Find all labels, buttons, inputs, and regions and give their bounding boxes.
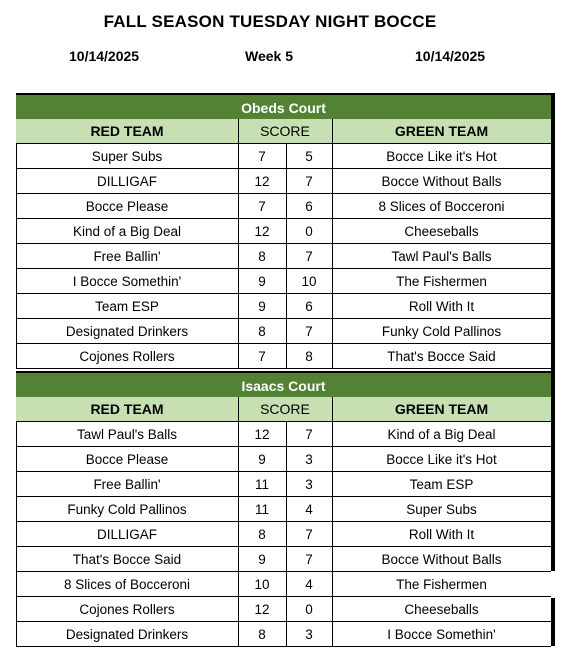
column-divider xyxy=(238,244,239,268)
red-score: 12 xyxy=(254,174,270,189)
red-team-name: Team ESP xyxy=(95,299,159,314)
green-team-name: Bocce Without Balls xyxy=(381,552,502,567)
green-team-header: GREEN TEAM xyxy=(394,123,489,139)
column-divider xyxy=(238,397,239,421)
green-team-name: Cheeseballs xyxy=(404,602,479,617)
column-divider xyxy=(238,169,239,193)
court-table xyxy=(16,93,551,369)
red-score: 9 xyxy=(258,552,266,567)
column-divider xyxy=(238,269,239,293)
red-score: 7 xyxy=(258,349,266,364)
red-score: 8 xyxy=(258,324,266,339)
table-row xyxy=(16,169,551,194)
green-score: 7 xyxy=(305,527,313,542)
red-score: 9 xyxy=(258,452,266,467)
column-divider xyxy=(286,447,287,471)
green-team-name: That's Bocce Said xyxy=(387,349,496,364)
column-divider xyxy=(286,522,287,546)
column-divider xyxy=(286,622,287,646)
red-score: 7 xyxy=(258,199,266,214)
table-row xyxy=(16,572,551,597)
red-team-name: Designated Drinkers xyxy=(65,627,189,642)
column-divider xyxy=(286,472,287,496)
column-divider xyxy=(332,547,333,571)
table-row xyxy=(16,597,551,622)
red-team-name: Super Subs xyxy=(91,149,163,164)
table-row xyxy=(16,144,551,169)
red-team-name: Kind of a Big Deal xyxy=(72,224,182,239)
red-team-name: Funky Cold Pallinos xyxy=(67,502,187,517)
red-score: 9 xyxy=(258,274,266,289)
column-divider xyxy=(286,194,287,218)
column-divider xyxy=(332,572,333,596)
red-team-name: Bocce Please xyxy=(85,199,169,214)
table-frame xyxy=(551,371,555,571)
red-score: 11 xyxy=(254,502,269,517)
green-score: 3 xyxy=(305,477,313,492)
column-divider xyxy=(286,144,287,168)
red-score: 12 xyxy=(254,224,270,239)
column-header-row xyxy=(16,119,551,144)
red-team-name: Cojones Rollers xyxy=(79,602,175,617)
column-divider xyxy=(332,422,333,446)
column-divider xyxy=(286,344,287,368)
table-row xyxy=(16,244,551,269)
table-row xyxy=(16,547,551,572)
red-team-name: Cojones Rollers xyxy=(79,349,175,364)
red-score: 11 xyxy=(254,477,269,492)
green-score: 8 xyxy=(305,349,313,364)
green-team-name: Cheeseballs xyxy=(404,224,479,239)
green-score: 4 xyxy=(305,577,313,592)
column-divider xyxy=(332,522,333,546)
green-team-name: 8 Slices of Bocceroni xyxy=(378,199,505,214)
green-team-name: The Fishermen xyxy=(396,577,487,592)
green-score: 6 xyxy=(305,299,313,314)
score-header: SCORE xyxy=(260,123,310,139)
green-team-name: Team ESP xyxy=(409,477,474,492)
column-divider xyxy=(286,547,287,571)
red-team-name: I Bocce Somethin' xyxy=(72,274,182,289)
column-divider xyxy=(238,219,239,243)
column-divider xyxy=(332,319,333,343)
date-left: 10/14/2025 xyxy=(69,48,140,64)
red-score: 12 xyxy=(254,602,270,617)
table-frame xyxy=(551,93,555,371)
column-divider xyxy=(332,597,333,621)
column-divider xyxy=(286,319,287,343)
red-score: 8 xyxy=(258,249,266,264)
red-team-name: DILLIGAF xyxy=(96,174,158,189)
court-header: Isaacs Court xyxy=(16,371,551,397)
table-row xyxy=(16,622,551,647)
green-score: 3 xyxy=(305,452,313,467)
red-team-header: RED TEAM xyxy=(90,123,164,139)
red-team-name: Tawl Paul's Balls xyxy=(76,427,178,442)
column-divider xyxy=(332,472,333,496)
column-divider xyxy=(332,294,333,318)
green-team-name: Kind of a Big Deal xyxy=(387,427,496,442)
column-divider xyxy=(332,219,333,243)
table-row xyxy=(16,447,551,472)
column-divider xyxy=(332,497,333,521)
page-title: FALL SEASON TUESDAY NIGHT BOCCE xyxy=(103,12,437,31)
red-score: 12 xyxy=(254,427,270,442)
table-row xyxy=(16,344,551,369)
column-divider xyxy=(332,244,333,268)
column-divider xyxy=(238,194,239,218)
column-divider xyxy=(332,194,333,218)
column-divider xyxy=(238,422,239,446)
column-divider xyxy=(238,522,239,546)
green-score: 0 xyxy=(305,224,313,239)
red-score: 10 xyxy=(254,577,270,592)
red-score: 9 xyxy=(258,299,266,314)
green-score: 10 xyxy=(301,274,317,289)
week-label: Week 5 xyxy=(245,48,293,64)
green-score: 5 xyxy=(305,149,313,164)
column-divider xyxy=(332,397,333,421)
court-header: Obeds Court xyxy=(16,93,551,119)
table-row xyxy=(16,294,551,319)
column-divider xyxy=(286,572,287,596)
green-team-name: Roll With It xyxy=(408,527,475,542)
column-divider xyxy=(238,547,239,571)
column-divider xyxy=(286,422,287,446)
green-score: 7 xyxy=(305,552,313,567)
red-score: 8 xyxy=(258,527,266,542)
column-divider xyxy=(332,344,333,368)
table-row xyxy=(16,269,551,294)
table-row xyxy=(16,497,551,522)
green-team-name: Super Subs xyxy=(406,502,477,517)
column-divider xyxy=(238,344,239,368)
green-team-name: Bocce Without Balls xyxy=(381,174,502,189)
column-divider xyxy=(332,144,333,168)
green-team-name: I Bocce Somethin' xyxy=(387,627,496,642)
date-right: 10/14/2025 xyxy=(415,48,486,64)
green-team-name: Roll With It xyxy=(408,299,475,314)
column-divider xyxy=(238,144,239,168)
green-score: 7 xyxy=(305,427,313,442)
column-divider xyxy=(332,622,333,646)
court-table xyxy=(16,371,551,647)
red-team-name: Designated Drinkers xyxy=(65,324,189,339)
column-divider xyxy=(286,497,287,521)
column-divider xyxy=(238,294,239,318)
column-divider xyxy=(238,497,239,521)
table-row xyxy=(16,472,551,497)
green-team-name: Tawl Paul's Balls xyxy=(391,249,492,264)
column-divider xyxy=(238,447,239,471)
column-divider xyxy=(286,244,287,268)
column-divider xyxy=(238,119,239,143)
green-team-name: Bocce Like it's Hot xyxy=(386,452,497,467)
green-score: 7 xyxy=(305,324,313,339)
red-team-name: Bocce Please xyxy=(85,452,169,467)
red-team-name: Free Ballin' xyxy=(93,249,161,264)
red-team-header: RED TEAM xyxy=(90,401,164,417)
column-divider xyxy=(238,472,239,496)
column-divider xyxy=(238,622,239,646)
green-team-name: Bocce Like it's Hot xyxy=(386,149,497,164)
green-team-name: Funky Cold Pallinos xyxy=(381,324,502,339)
red-score: 8 xyxy=(258,627,266,642)
green-team-name: The Fishermen xyxy=(396,274,487,289)
column-divider xyxy=(238,597,239,621)
green-score: 0 xyxy=(305,602,313,617)
green-score: 7 xyxy=(305,249,313,264)
column-header-row xyxy=(16,397,551,422)
column-divider xyxy=(286,219,287,243)
table-row xyxy=(16,194,551,219)
column-divider xyxy=(332,447,333,471)
column-divider xyxy=(286,294,287,318)
table-frame xyxy=(551,598,555,646)
red-team-name: DILLIGAF xyxy=(96,527,158,542)
column-divider xyxy=(332,269,333,293)
red-team-name: Free Ballin' xyxy=(93,477,161,492)
column-divider xyxy=(286,269,287,293)
red-score: 7 xyxy=(258,149,266,164)
red-team-name: 8 Slices of Bocceroni xyxy=(63,577,191,592)
table-row xyxy=(16,219,551,244)
column-divider xyxy=(286,597,287,621)
green-score: 3 xyxy=(305,627,313,642)
column-divider xyxy=(238,319,239,343)
column-divider xyxy=(332,169,333,193)
green-score: 7 xyxy=(305,174,313,189)
table-row xyxy=(16,319,551,344)
score-header: SCORE xyxy=(260,401,310,417)
red-team-name: That's Bocce Said xyxy=(72,552,182,567)
table-row xyxy=(16,522,551,547)
green-score: 6 xyxy=(305,199,313,214)
column-divider xyxy=(238,572,239,596)
column-divider xyxy=(286,169,287,193)
green-team-header: GREEN TEAM xyxy=(394,401,489,417)
column-divider xyxy=(332,119,333,143)
table-row xyxy=(16,422,551,447)
green-score: 4 xyxy=(305,502,313,517)
